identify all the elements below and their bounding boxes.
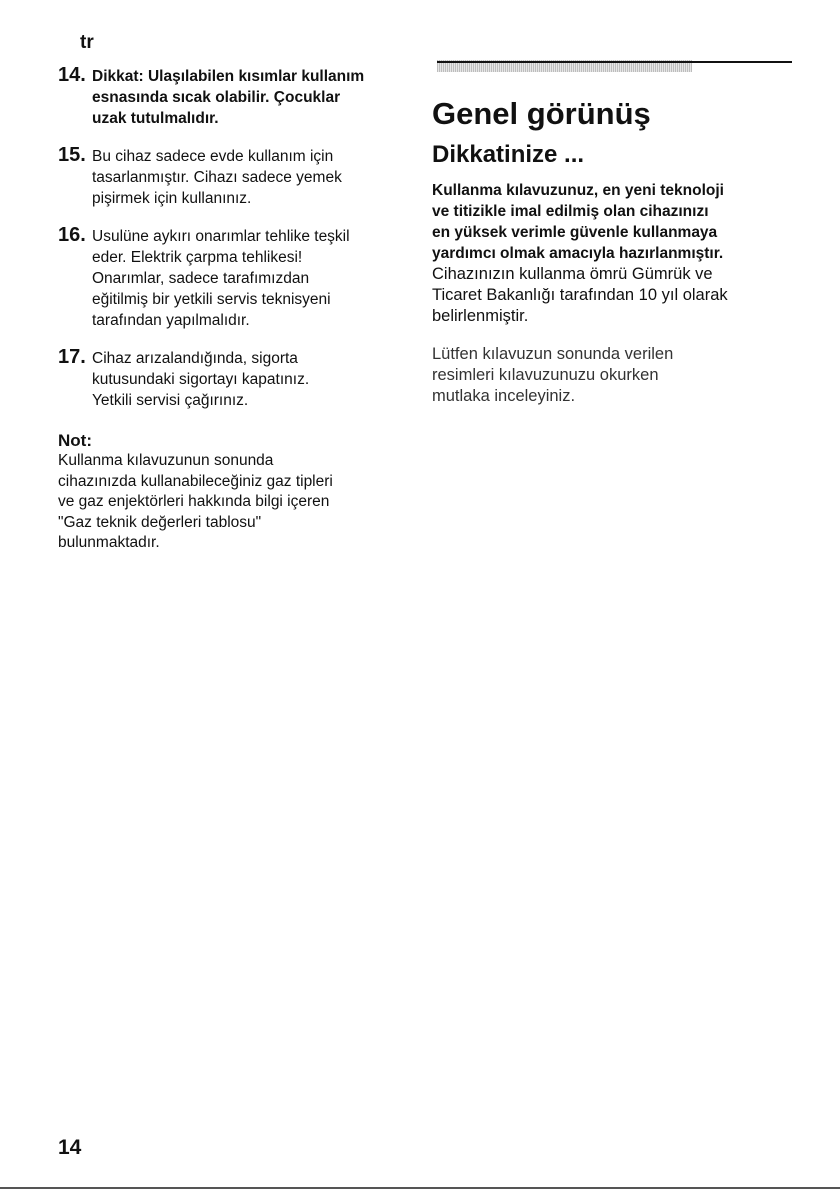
note-heading: Not: (58, 431, 92, 450)
item-number: 16. (58, 224, 86, 246)
lifetime-paragraph: Cihazınızın kullanma ömrü Gümrük ve Ticaret Bakanlığı tarafından 10 yıl olarak belirlenmiştir. (432, 265, 728, 325)
safety-item-15 (58, 146, 420, 209)
bottom-edge-line (0, 1187, 840, 1189)
divider-line (437, 61, 792, 63)
intro-paragraph: Kullanma kılavuzunuz, en yeni teknoloji ve titizikle imal edilmiş olan cihazınızı en yüksek verimle güvenle kullanmaya yardımcı olmak amacıyla hazırlanmıştır. (432, 182, 724, 262)
safety-item-14 (58, 66, 420, 129)
page-number: 14 (58, 1136, 82, 1159)
item-text: Cihaz arızalandığında, sigorta kutusundaki sigortayı kapatınız. Yetkili servisi çağırınız. (92, 350, 310, 409)
item-number: 17. (58, 346, 86, 368)
item-number: 14. (58, 64, 86, 86)
note-body: Kullanma kılavuzunun sonunda cihazınızda kullanabileceğiniz gaz tipleri ve gaz enjektörleri hakkında bilgi içeren "Gaz teknik değerleri tablosu" bulunmaktadır. (58, 452, 333, 551)
section-subtitle: Dikkatinize ... (432, 141, 585, 168)
safety-item-16 (58, 226, 420, 331)
language-code: tr (80, 32, 94, 53)
overview-column (432, 58, 802, 407)
item-text: Bu cihaz sadece evde kullanım için tasarlanmıştır. Cihazı sadece yemek pişirmek için kullanınız. (92, 148, 342, 207)
item-text: Dikkat: Ulaşılabilen kısımlar kullanım esnasında sıcak olabilir. Çocuklar uzak tutulmalıdır. (92, 68, 365, 127)
item-number: 15. (58, 144, 86, 166)
safety-instructions-column (58, 66, 420, 554)
safety-item-17 (58, 348, 420, 411)
item-text: Usulüne aykırı onarımlar tehlike teşkil eder. Elektrik çarpma tehlikesi! Onarımlar, sadece tarafımızdan eğitilmiş bir yetkili servis teknisyeni tarafından yapılmalıdır. (92, 228, 350, 329)
images-note-paragraph: Lütfen kılavuzun sonunda verilen resimleri kılavuzunuzu okurken mutlaka inceleyiniz. (432, 345, 674, 405)
section-header-rule (432, 58, 792, 74)
section-title: Genel görünüş (432, 96, 651, 131)
